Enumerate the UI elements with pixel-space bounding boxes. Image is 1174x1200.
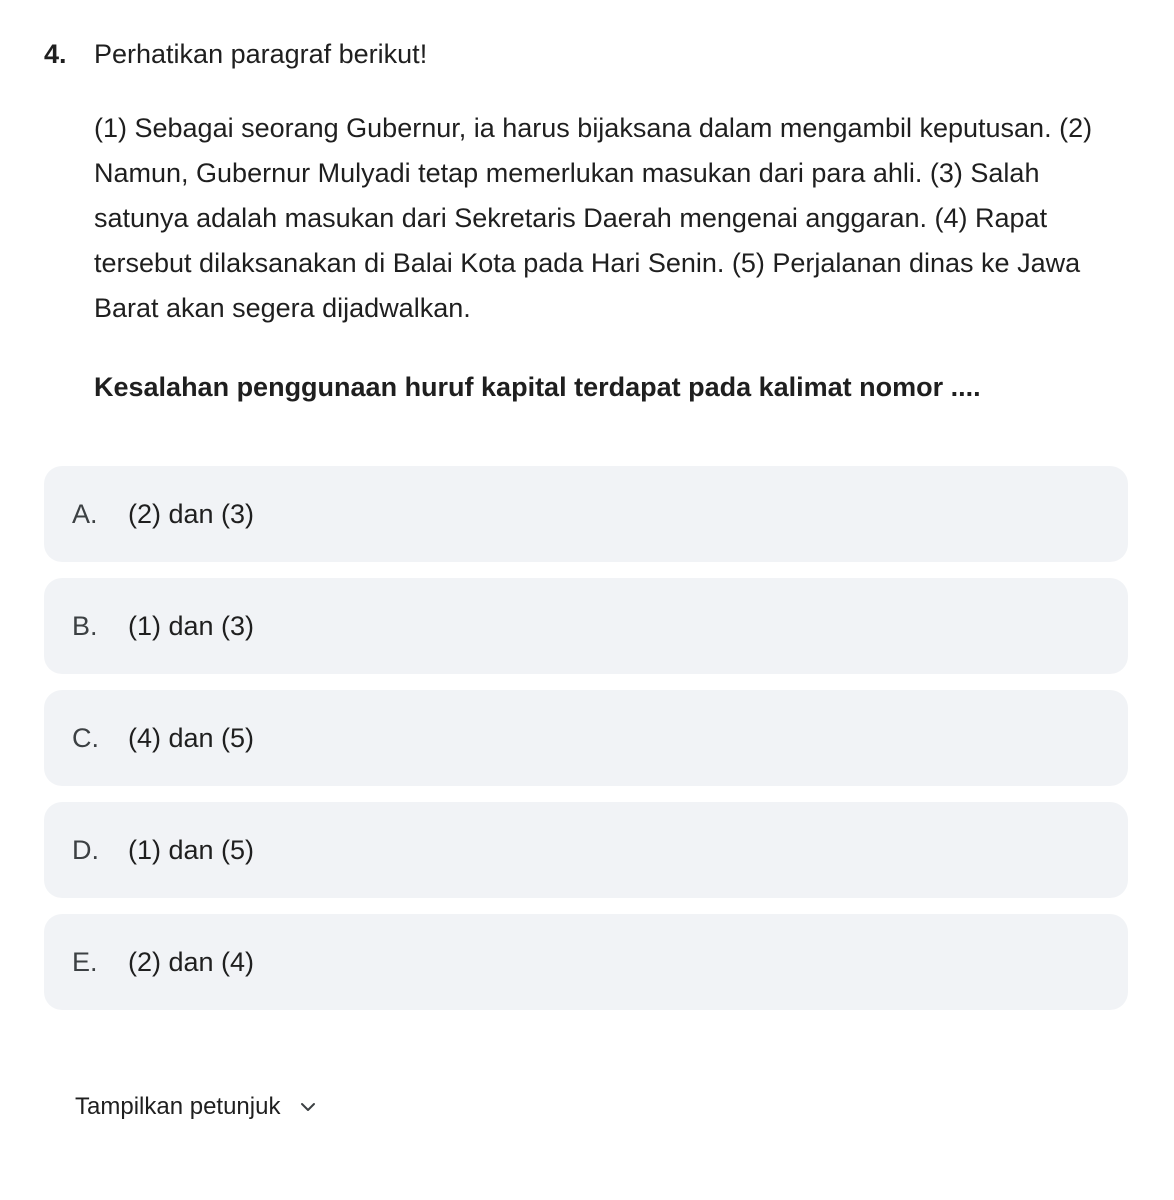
option-text: (2) dan (4) xyxy=(128,946,255,977)
show-hint-label: Tampilkan petunjuk xyxy=(75,1093,281,1120)
question-header xyxy=(44,36,1134,72)
option-b[interactable] xyxy=(44,578,1128,674)
question-card xyxy=(44,36,1134,407)
option-letter: D. xyxy=(72,834,99,865)
option-text: (1) dan (5) xyxy=(128,834,255,865)
question-body xyxy=(94,106,1134,407)
option-c[interactable] xyxy=(44,690,1128,786)
option-text: (4) dan (5) xyxy=(128,722,255,753)
question-text: Kesalahan penggunaan huruf kapital terdapat pada kalimat nomor .... xyxy=(94,372,981,402)
option-letter: B. xyxy=(72,610,98,641)
option-letter: C. xyxy=(72,722,99,753)
option-e[interactable] xyxy=(44,914,1128,1010)
option-d[interactable] xyxy=(44,802,1128,898)
chevron-down-icon xyxy=(298,1097,318,1117)
option-text: (1) dan (3) xyxy=(128,610,255,641)
question-prompt: Perhatikan paragraf berikut! xyxy=(94,39,428,69)
option-a[interactable] xyxy=(44,466,1128,562)
answer-options xyxy=(44,466,1128,1026)
question-number: 4. xyxy=(44,39,67,69)
option-letter: A. xyxy=(72,498,98,529)
show-hint-button[interactable] xyxy=(75,1090,318,1124)
option-letter: E. xyxy=(72,946,98,977)
question-paragraph: (1) Sebagai seorang Gubernur, ia harus bijaksana dalam mengambil keputusan. (2) Namun, Gubernur Mulyadi tetap memerlukan masukan dari para ahli. (3) Salah satunya adalah masukan dari Sekretaris Daerah mengenai anggaran. (4) Rapat tersebut dilaksanakan di Balai Kota pada Hari Senin. (5) Perjalanan dinas ke Jawa Barat akan segera dijadwalkan. xyxy=(94,113,1093,323)
option-text: (2) dan (3) xyxy=(128,498,255,529)
